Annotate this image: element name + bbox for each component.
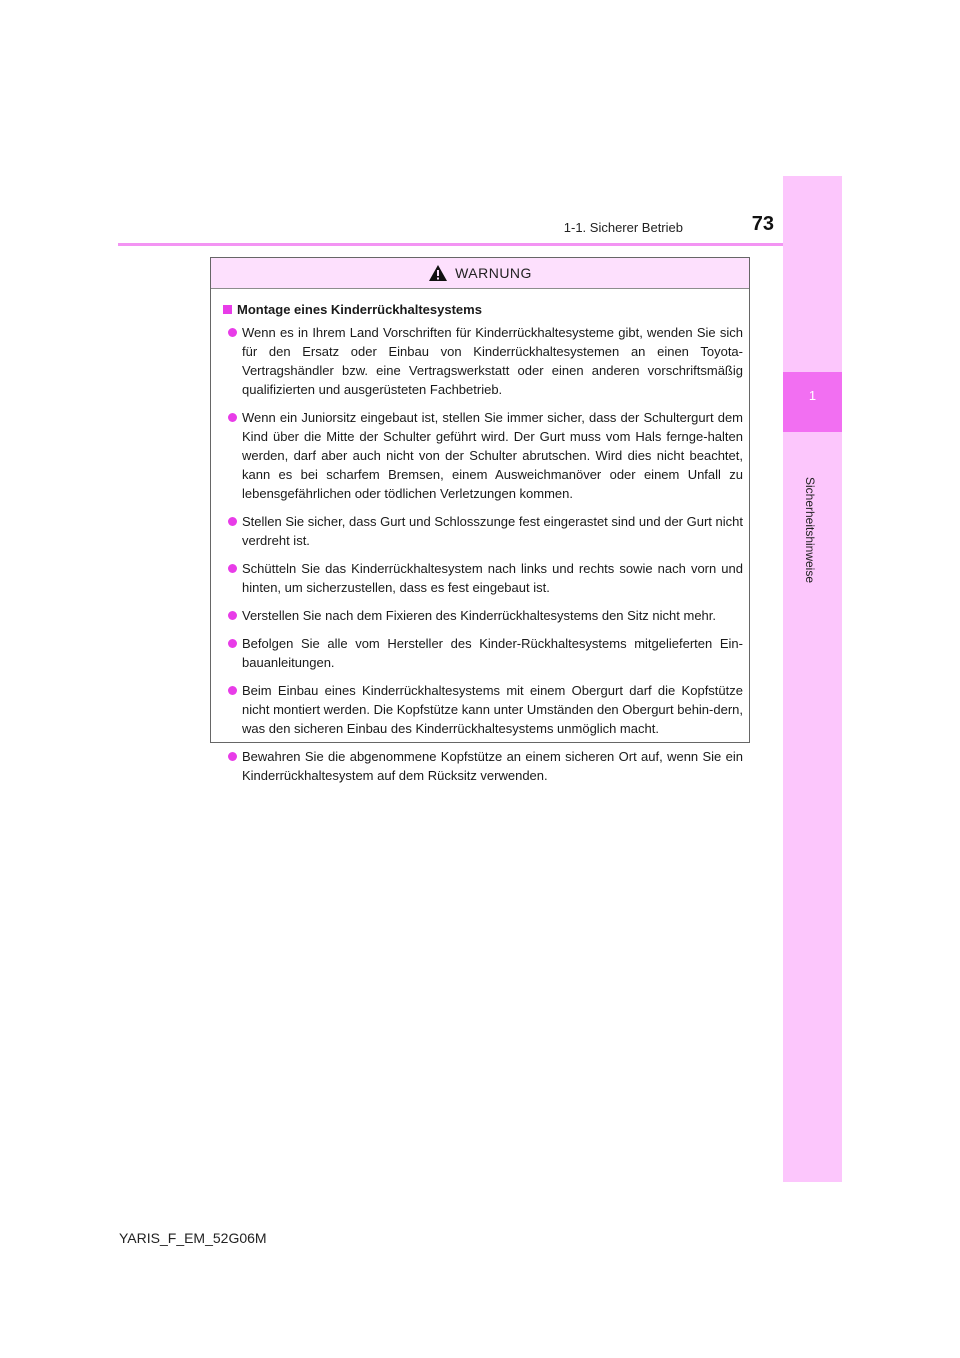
warning-item-text: Wenn ein Juniorsitz eingebaut ist, stellen Sie immer sicher, dass der Schultergurt dem Kind über die Mitte der Schulter geführt wird. Der Gurt muss vom Hals fernge-halten werden, darf aber auch nicht von der Schulter abrutschen. Wird dies nicht beachtet, kann es bei scharfem Bremsen, einem Ausweichmanöver oder einem Unfall zu lebensgefährlichen oder tödlichen Verletzungen kommen. (242, 410, 743, 501)
warning-item-text: Wenn es in Ihrem Land Vorschriften für Kinderrückhaltesysteme gibt, wenden Sie sich für den Ersatz oder Einbau von Kinderrückhaltesystemen an einen Toyota-Vertragshändler bzw. eine Vertragswerkstatt oder einen anderen vorschriftsmäßig qualifizierten und ausgerüsteten Fachbetrieb. (242, 325, 743, 397)
chapter-label-container (781, 430, 840, 630)
bullet-dot-icon (228, 686, 237, 695)
square-bullet-icon (223, 305, 232, 314)
warning-item (223, 606, 743, 625)
warning-box (210, 257, 750, 783)
running-head: 1-1. Sicherer Betrieb (563, 220, 683, 235)
warning-triangle-icon (428, 264, 448, 282)
warning-item-text: Verstellen Sie nach dem Fixieren des Kinderrückhaltesystems den Sitz nicht mehr. (242, 608, 717, 623)
warning-header (211, 258, 749, 289)
warning-item (223, 634, 743, 672)
warning-title: WARNUNG (455, 265, 532, 281)
warning-item-text: Beim Einbau eines Kinderrückhaltesystems mit einem Obergurt darf die Kopfstütze nicht montiert werden. Die Kopfstütze kann unter Umständen den Obergurt behin-dern, was den sicheren Einbau des Kinderrückhaltesystems unmöglich macht. (242, 683, 743, 736)
warning-body (211, 289, 749, 785)
bullet-dot-icon (228, 413, 237, 422)
warning-item-text: Befolgen Sie alle vom Hersteller des Kinder-Rückhaltesystems mitgelieferten Ein-bauanleitungen. (242, 636, 743, 670)
warning-item (223, 408, 743, 503)
section-title: Montage eines Kinderrückhaltesystems (237, 302, 482, 317)
page-number: 73 (751, 213, 774, 235)
bullet-dot-icon (228, 517, 237, 526)
warning-item (223, 512, 743, 550)
section-heading (223, 302, 743, 317)
warning-item (223, 323, 743, 399)
warning-item-text: Bewahren Sie die abgenommene Kopfstütze an einem sicheren Ort auf, wenn Sie ein Kinderrückhaltesystem auf dem Rücksitz verwenden. (242, 749, 743, 783)
header-rule (118, 243, 783, 246)
bullet-dot-icon (228, 564, 237, 573)
warning-item-text: Schütteln Sie das Kinderrückhaltesystem nach links und rechts sowie nach vorn und hinten, um sicherzustellen, dass es fest eingebaut ist. (242, 561, 743, 595)
bullet-dot-icon (228, 611, 237, 620)
document-code: YARIS_F_EM_52G06M (119, 1230, 267, 1246)
bullet-dot-icon (228, 752, 237, 761)
warning-item-text: Stellen Sie sicher, dass Gurt und Schlosszunge fest eingerastet sind und der Gurt nicht verdreht ist. (242, 514, 743, 548)
chapter-label: Sicherheitshinweise (803, 476, 818, 584)
bullet-dot-icon (228, 328, 237, 337)
bullet-dot-icon (228, 639, 237, 648)
warning-item (223, 681, 743, 738)
warning-item (223, 747, 743, 785)
warning-item (223, 559, 743, 597)
chapter-number: 1 (808, 388, 817, 403)
chapter-side-tab (783, 176, 842, 1182)
